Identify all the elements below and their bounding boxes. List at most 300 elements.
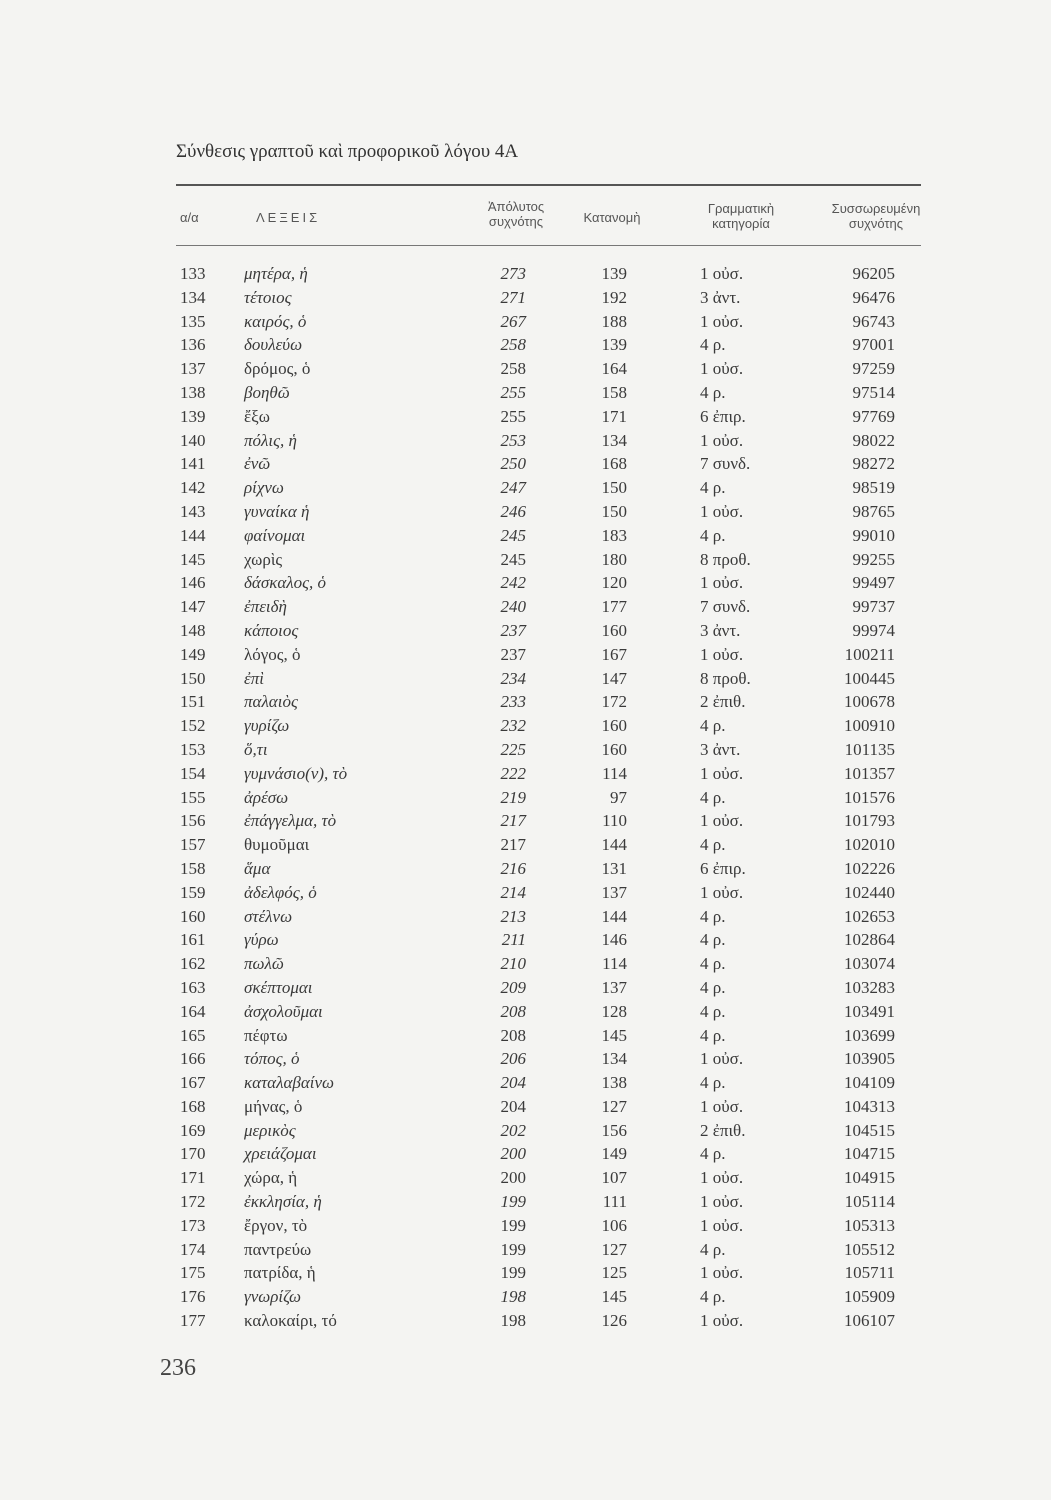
word: χώρα, ἡ xyxy=(244,1168,298,1188)
table-row xyxy=(0,883,1051,907)
word: χρειάζομαι xyxy=(244,1144,317,1164)
grammatical-category: 4 ρ. xyxy=(700,335,726,355)
cumulative-frequency: 97769 xyxy=(852,406,895,426)
grammatical-category: 1 οὐσ. xyxy=(700,1168,744,1188)
absolute-frequency: 202 xyxy=(500,1120,526,1140)
absolute-frequency: 255 xyxy=(500,382,526,402)
row-number: 177 xyxy=(180,1311,206,1331)
word: μερικὸς xyxy=(244,1120,296,1140)
grammatical-category: 3 ἀντ. xyxy=(700,287,741,307)
header-cumulative-frequency-line1: Συσσωρευμένη xyxy=(831,201,921,216)
grammatical-category: 4 ρ. xyxy=(700,977,726,997)
row-number: 164 xyxy=(180,1001,206,1021)
distribution: 168 xyxy=(601,454,627,474)
word: ἐνῶ xyxy=(244,454,271,474)
grammatical-category: 1 οὐσ. xyxy=(700,359,744,379)
row-number: 161 xyxy=(180,930,206,950)
absolute-frequency: 253 xyxy=(500,430,526,450)
cumulative-frequency: 102010 xyxy=(844,835,895,855)
absolute-frequency: 199 xyxy=(500,1239,526,1259)
absolute-frequency: 214 xyxy=(500,882,526,902)
absolute-frequency: 222 xyxy=(500,763,526,783)
absolute-frequency: 246 xyxy=(500,501,526,521)
distribution: 127 xyxy=(601,1239,627,1259)
grammatical-category: 4 ρ. xyxy=(700,1144,726,1164)
absolute-frequency: 255 xyxy=(500,406,526,426)
cumulative-frequency: 103905 xyxy=(844,1049,895,1069)
grammatical-category: 4 ρ. xyxy=(700,1287,726,1307)
word: λόγος, ὁ xyxy=(244,644,301,664)
header-cumulative-frequency xyxy=(816,201,936,231)
table-row xyxy=(0,788,1051,812)
grammatical-category: 8 προθ. xyxy=(700,549,751,569)
grammatical-category: 1 οὐσ. xyxy=(700,264,744,283)
distribution: 160 xyxy=(601,739,627,759)
row-number: 171 xyxy=(180,1168,206,1188)
row-number: 143 xyxy=(180,501,206,521)
row-number: 163 xyxy=(180,977,206,997)
cumulative-frequency: 98765 xyxy=(852,501,895,521)
grammatical-category: 1 οὐσ. xyxy=(700,1192,744,1212)
table-row xyxy=(0,383,1051,407)
row-number: 151 xyxy=(180,692,206,712)
row-number: 133 xyxy=(180,264,206,283)
table-row xyxy=(0,811,1051,835)
word: μήνας, ὁ xyxy=(244,1096,303,1116)
row-number: 167 xyxy=(180,1073,206,1093)
table-row xyxy=(0,1097,1051,1121)
grammatical-category: 4 ρ. xyxy=(700,954,726,974)
absolute-frequency: 198 xyxy=(500,1311,526,1331)
row-number: 159 xyxy=(180,882,206,902)
grammatical-category: 4 ρ. xyxy=(700,1239,726,1259)
word: πατρίδα, ἡ xyxy=(244,1263,316,1283)
table-row xyxy=(0,907,1051,931)
word: ἐπάγγελμα, τὸ xyxy=(244,811,337,831)
row-number: 154 xyxy=(180,763,206,783)
table-row xyxy=(0,1311,1051,1335)
grammatical-category: 1 οὐσ. xyxy=(700,811,744,831)
distribution: 114 xyxy=(602,763,627,783)
grammatical-category: 1 οὐσ. xyxy=(700,1049,744,1069)
row-number: 139 xyxy=(180,406,206,426)
cumulative-frequency: 103491 xyxy=(844,1001,895,1021)
top-rule xyxy=(176,184,921,186)
distribution: 160 xyxy=(601,716,627,736)
cumulative-frequency: 99010 xyxy=(852,525,895,545)
row-number: 146 xyxy=(180,573,206,593)
grammatical-category: 2 ἐπιθ. xyxy=(700,692,746,712)
word: τόπος, ὁ xyxy=(244,1049,300,1069)
cumulative-frequency: 104313 xyxy=(844,1096,895,1116)
cumulative-frequency: 98519 xyxy=(852,478,895,498)
cumulative-frequency: 99974 xyxy=(852,620,895,640)
distribution: 145 xyxy=(601,1025,627,1045)
table-body xyxy=(0,264,1051,1335)
row-number: 152 xyxy=(180,716,206,736)
absolute-frequency: 200 xyxy=(500,1168,526,1188)
absolute-frequency: 217 xyxy=(500,835,526,855)
table-row xyxy=(0,431,1051,455)
cumulative-frequency: 105711 xyxy=(844,1263,895,1283)
word: καλοκαίρι, τό xyxy=(244,1311,337,1331)
distribution: 172 xyxy=(601,692,627,712)
distribution: 120 xyxy=(601,573,627,593)
absolute-frequency: 234 xyxy=(500,668,526,688)
distribution: 145 xyxy=(601,1287,627,1307)
cumulative-frequency: 100678 xyxy=(844,692,895,712)
cumulative-frequency: 100910 xyxy=(844,716,895,736)
table-row xyxy=(0,669,1051,693)
cumulative-frequency: 99255 xyxy=(852,549,895,569)
word: βοηθῶ xyxy=(244,382,290,402)
cumulative-frequency: 103699 xyxy=(844,1025,895,1045)
distribution: 111 xyxy=(602,1192,627,1212)
distribution: 177 xyxy=(601,597,627,617)
word: τέτοιος xyxy=(244,287,292,307)
row-number: 173 xyxy=(180,1215,206,1235)
cumulative-frequency: 104109 xyxy=(844,1073,895,1093)
cumulative-frequency: 103074 xyxy=(844,954,895,974)
cumulative-frequency: 96743 xyxy=(852,311,895,331)
distribution: 139 xyxy=(601,264,627,283)
row-number: 170 xyxy=(180,1144,206,1164)
word: παντρεύω xyxy=(244,1239,312,1259)
absolute-frequency: 247 xyxy=(500,478,526,498)
absolute-frequency: 199 xyxy=(500,1192,526,1212)
word: ρίχνω xyxy=(244,478,284,498)
cumulative-frequency: 97514 xyxy=(852,382,895,402)
distribution: 107 xyxy=(601,1168,627,1188)
cumulative-frequency: 105909 xyxy=(844,1287,895,1307)
grammatical-category: 4 ρ. xyxy=(700,835,726,855)
table-row xyxy=(0,764,1051,788)
distribution: 138 xyxy=(601,1073,627,1093)
header-absolute-frequency xyxy=(476,199,556,229)
grammatical-category: 1 οὐσ. xyxy=(700,573,744,593)
table-row xyxy=(0,621,1051,645)
word: δουλεύω xyxy=(244,335,303,355)
table-row xyxy=(0,1026,1051,1050)
cumulative-frequency: 105114 xyxy=(844,1192,895,1212)
word: ἐπὶ xyxy=(244,668,264,688)
distribution: 183 xyxy=(601,525,627,545)
word: στέλνω xyxy=(244,906,293,926)
table-row xyxy=(0,645,1051,669)
header-absolute-frequency-line1: Ἀπόλυτος xyxy=(487,199,545,214)
absolute-frequency: 267 xyxy=(500,311,526,331)
grammatical-category: 4 ρ. xyxy=(700,1025,726,1045)
distribution: 158 xyxy=(601,382,627,402)
cumulative-frequency: 96205 xyxy=(852,264,895,283)
row-number: 175 xyxy=(180,1263,206,1283)
running-head: Σύνθεσις γραπτοῦ καὶ προφορικοῦ λόγου 4Α xyxy=(176,141,519,162)
table-row xyxy=(0,1144,1051,1168)
word: δρόμος, ὁ xyxy=(244,359,311,379)
word: πόλις, ἡ xyxy=(244,430,297,450)
absolute-frequency: 225 xyxy=(500,739,526,759)
word: γυναίκα ἡ xyxy=(244,501,310,521)
distribution: 137 xyxy=(601,977,627,997)
grammatical-category: 6 ἐπιρ. xyxy=(700,406,746,426)
row-number: 142 xyxy=(180,478,206,498)
table-row xyxy=(0,264,1051,288)
row-number: 176 xyxy=(180,1287,206,1307)
word: ἔξω xyxy=(244,406,270,426)
cumulative-frequency: 106107 xyxy=(844,1311,895,1331)
cumulative-frequency: 102226 xyxy=(844,858,895,878)
header-rule xyxy=(176,245,921,246)
row-number: 162 xyxy=(180,954,206,974)
distribution: 146 xyxy=(601,930,627,950)
distribution: 180 xyxy=(601,549,627,569)
table-row xyxy=(0,930,1051,954)
grammatical-category: 4 ρ. xyxy=(700,906,726,926)
cumulative-frequency: 104915 xyxy=(844,1168,895,1188)
grammatical-category: 1 οὐσ. xyxy=(700,1311,744,1331)
row-number: 148 xyxy=(180,620,206,640)
cumulative-frequency: 104715 xyxy=(844,1144,895,1164)
word: μητέρα, ἡ xyxy=(244,264,308,283)
row-number: 136 xyxy=(180,335,206,355)
table-row xyxy=(0,550,1051,574)
cumulative-frequency: 100211 xyxy=(844,644,895,664)
row-number: 140 xyxy=(180,430,206,450)
grammatical-category: 6 ἐπιρ. xyxy=(700,858,746,878)
word: ἐκκλησία, ἡ xyxy=(244,1192,322,1212)
word: γυρίζω xyxy=(244,716,290,736)
table-row xyxy=(0,359,1051,383)
grammatical-category: 1 οὐσ. xyxy=(700,1263,744,1283)
header-grammatical-category xyxy=(681,201,801,231)
grammatical-category: 1 οὐσ. xyxy=(700,501,744,521)
table-row xyxy=(0,407,1051,431)
table-row xyxy=(0,1168,1051,1192)
row-number: 157 xyxy=(180,835,206,855)
table-row xyxy=(0,740,1051,764)
distribution: 97 xyxy=(610,787,627,807)
distribution: 171 xyxy=(601,406,627,426)
distribution: 110 xyxy=(602,811,627,831)
header-distribution: Κατανομὴ xyxy=(583,210,641,225)
row-number: 135 xyxy=(180,311,206,331)
distribution: 149 xyxy=(601,1144,627,1164)
row-number: 149 xyxy=(180,644,206,664)
table-row xyxy=(0,1240,1051,1264)
cumulative-frequency: 101357 xyxy=(844,763,895,783)
distribution: 144 xyxy=(601,906,627,926)
cumulative-frequency: 101576 xyxy=(844,787,895,807)
cumulative-frequency: 104515 xyxy=(844,1120,895,1140)
row-number: 153 xyxy=(180,739,206,759)
absolute-frequency: 273 xyxy=(500,264,526,283)
table-row xyxy=(0,954,1051,978)
distribution: 114 xyxy=(602,954,627,974)
cumulative-frequency: 98022 xyxy=(852,430,895,450)
absolute-frequency: 209 xyxy=(500,977,526,997)
row-number: 155 xyxy=(180,787,206,807)
grammatical-category: 4 ρ. xyxy=(700,716,726,736)
absolute-frequency: 271 xyxy=(500,287,526,307)
absolute-frequency: 233 xyxy=(500,692,526,712)
table-row xyxy=(0,716,1051,740)
absolute-frequency: 199 xyxy=(500,1263,526,1283)
grammatical-category: 1 οὐσ. xyxy=(700,1096,744,1116)
distribution: 128 xyxy=(601,1001,627,1021)
grammatical-category: 1 οὐσ. xyxy=(700,882,744,902)
cumulative-frequency: 102864 xyxy=(844,930,895,950)
cumulative-frequency: 97259 xyxy=(852,359,895,379)
absolute-frequency: 216 xyxy=(500,858,526,878)
absolute-frequency: 237 xyxy=(500,644,526,664)
row-number: 156 xyxy=(180,811,206,831)
grammatical-category: 7 συνδ. xyxy=(700,454,751,474)
row-number: 174 xyxy=(180,1239,206,1259)
word: ἀρέσω xyxy=(244,787,289,807)
table-row xyxy=(0,312,1051,336)
header-grammatical-category-line1: Γραμματικὴ xyxy=(707,201,775,216)
table-row xyxy=(0,1287,1051,1311)
row-number: 134 xyxy=(180,287,206,307)
table-row xyxy=(0,502,1051,526)
word: δάσκαλος, ὁ xyxy=(244,573,327,593)
table-row xyxy=(0,454,1051,478)
distribution: 188 xyxy=(601,311,627,331)
grammatical-category: 4 ρ. xyxy=(700,382,726,402)
grammatical-category: 2 ἐπιθ. xyxy=(700,1120,746,1140)
row-number: 147 xyxy=(180,597,206,617)
absolute-frequency: 258 xyxy=(500,335,526,355)
distribution: 150 xyxy=(601,501,627,521)
word: ἐπειδὴ xyxy=(244,597,287,617)
absolute-frequency: 204 xyxy=(500,1096,526,1116)
row-number: 158 xyxy=(180,858,206,878)
table-row xyxy=(0,288,1051,312)
grammatical-category: 3 ἀντ. xyxy=(700,739,741,759)
page-number: 236 xyxy=(160,1355,196,1381)
absolute-frequency: 199 xyxy=(500,1215,526,1235)
word: ὅ,τι xyxy=(244,739,268,759)
word: ἅμα xyxy=(244,858,271,878)
absolute-frequency: 240 xyxy=(500,597,526,617)
grammatical-category: 1 οὐσ. xyxy=(700,311,744,331)
grammatical-category: 8 προθ. xyxy=(700,668,751,688)
absolute-frequency: 211 xyxy=(501,930,526,950)
absolute-frequency: 217 xyxy=(500,811,526,831)
absolute-frequency: 208 xyxy=(500,1001,526,1021)
cumulative-frequency: 96476 xyxy=(852,287,895,307)
distribution: 150 xyxy=(601,478,627,498)
distribution: 134 xyxy=(601,430,627,450)
table-row xyxy=(0,1073,1051,1097)
cumulative-frequency: 103283 xyxy=(844,977,895,997)
word: θυμοῦμαι xyxy=(244,835,310,855)
cumulative-frequency: 99497 xyxy=(852,573,895,593)
word: γυμνάσιο(ν), τὸ xyxy=(244,763,348,783)
distribution: 156 xyxy=(601,1120,627,1140)
absolute-frequency: 242 xyxy=(500,573,526,593)
row-number: 160 xyxy=(180,906,206,926)
table-row xyxy=(0,1002,1051,1026)
distribution: 126 xyxy=(601,1311,627,1331)
grammatical-category: 4 ρ. xyxy=(700,1001,726,1021)
grammatical-category: 1 οὐσ. xyxy=(700,430,744,450)
cumulative-frequency: 101135 xyxy=(844,739,895,759)
table-row xyxy=(0,1049,1051,1073)
table-row xyxy=(0,1263,1051,1287)
table-header xyxy=(176,196,921,240)
grammatical-category: 1 οὐσ. xyxy=(700,1215,744,1235)
row-number: 144 xyxy=(180,525,206,545)
word: ἀσχολοῦμαι xyxy=(244,1001,323,1021)
cumulative-frequency: 101793 xyxy=(844,811,895,831)
table-row xyxy=(0,859,1051,883)
absolute-frequency: 245 xyxy=(500,549,526,569)
absolute-frequency: 245 xyxy=(500,525,526,545)
table-row xyxy=(0,692,1051,716)
absolute-frequency: 198 xyxy=(500,1287,526,1307)
grammatical-category: 4 ρ. xyxy=(700,930,726,950)
cumulative-frequency: 105512 xyxy=(844,1239,895,1259)
grammatical-category: 4 ρ. xyxy=(700,525,726,545)
word: ἔργον, τὸ xyxy=(244,1215,308,1235)
cumulative-frequency: 99737 xyxy=(852,597,895,617)
absolute-frequency: 200 xyxy=(500,1144,526,1164)
absolute-frequency: 219 xyxy=(500,787,526,807)
row-number: 168 xyxy=(180,1096,206,1116)
table-row xyxy=(0,573,1051,597)
cumulative-frequency: 102653 xyxy=(844,906,895,926)
distribution: 164 xyxy=(601,359,627,379)
distribution: 134 xyxy=(601,1049,627,1069)
row-number: 172 xyxy=(180,1192,206,1212)
distribution: 125 xyxy=(601,1263,627,1283)
cumulative-frequency: 98272 xyxy=(852,454,895,474)
row-number: 145 xyxy=(180,549,206,569)
distribution: 147 xyxy=(601,668,627,688)
cumulative-frequency: 100445 xyxy=(844,668,895,688)
word: γνωρίζω xyxy=(244,1287,302,1307)
distribution: 192 xyxy=(601,287,627,307)
header-grammatical-category-line2: κατηγορία xyxy=(712,216,770,231)
distribution: 167 xyxy=(601,644,627,664)
table-row xyxy=(0,526,1051,550)
table-row xyxy=(0,597,1051,621)
table-row xyxy=(0,478,1051,502)
distribution: 160 xyxy=(601,620,627,640)
absolute-frequency: 250 xyxy=(500,454,526,474)
distribution: 131 xyxy=(601,858,627,878)
grammatical-category: 4 ρ. xyxy=(700,478,726,498)
absolute-frequency: 232 xyxy=(500,716,526,736)
row-number: 166 xyxy=(180,1049,206,1069)
distribution: 139 xyxy=(601,335,627,355)
word: ἀδελφός, ὁ xyxy=(244,882,317,902)
word: σκέπτομαι xyxy=(244,977,313,997)
distribution: 127 xyxy=(601,1096,627,1116)
word: γύρω xyxy=(244,930,279,950)
word: καιρός, ὁ xyxy=(244,311,307,331)
word: φαίνομαι xyxy=(244,525,306,545)
word: κάποιος xyxy=(244,620,299,640)
row-number: 169 xyxy=(180,1120,206,1140)
header-aa: α/α xyxy=(180,210,199,225)
absolute-frequency: 208 xyxy=(500,1025,526,1045)
absolute-frequency: 237 xyxy=(500,620,526,640)
word: χωρὶς xyxy=(244,549,283,569)
absolute-frequency: 213 xyxy=(500,906,526,926)
word: πωλῶ xyxy=(244,954,284,974)
